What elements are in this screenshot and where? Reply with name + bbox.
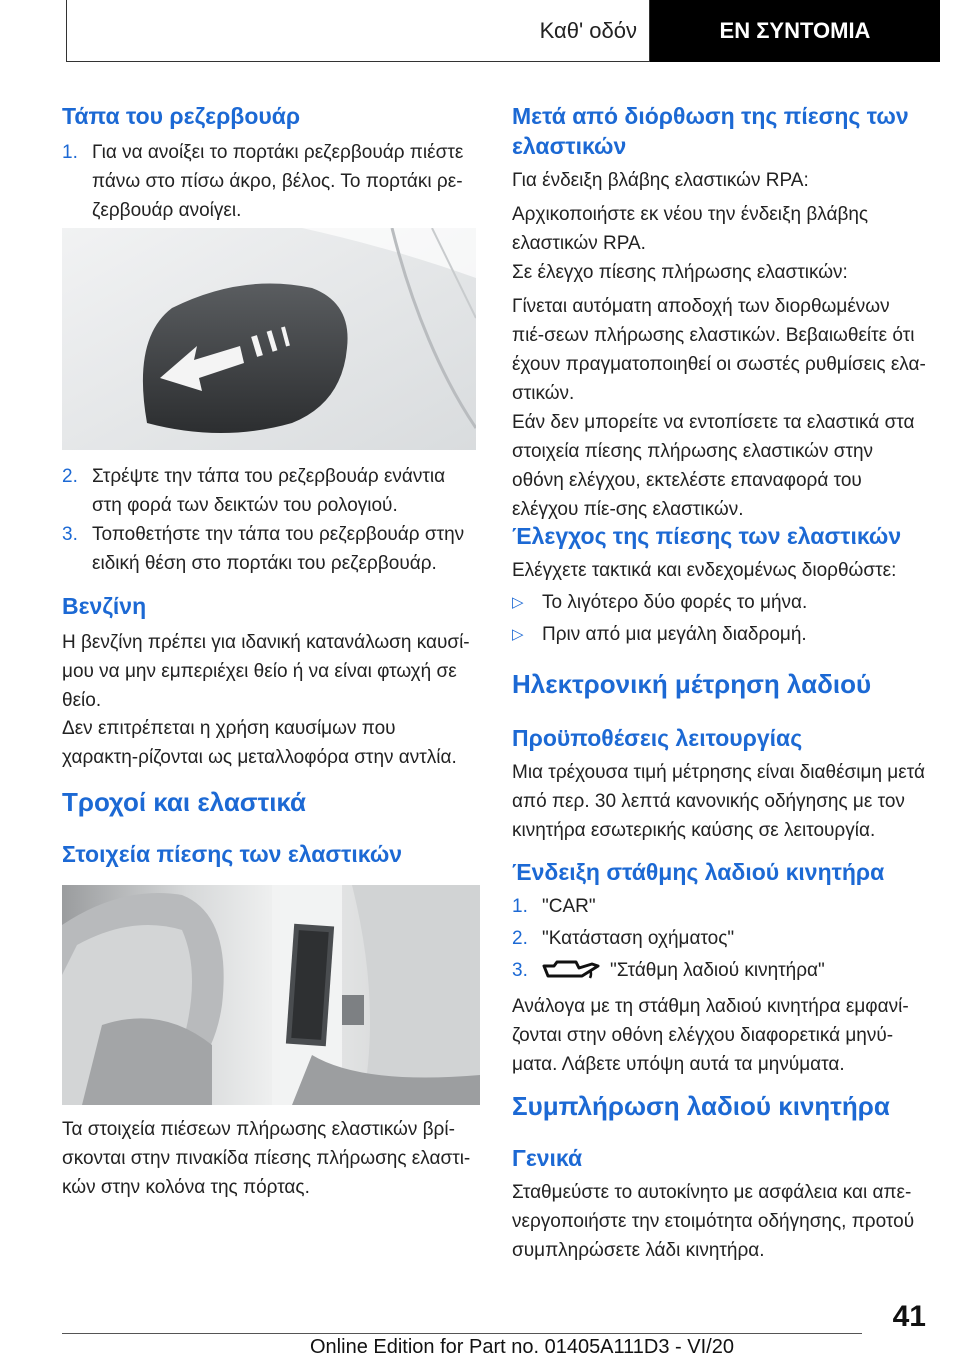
section-tab-on-the-road[interactable] [66,0,650,62]
tpm-paragraph: Εάν δεν μπορείτε να εντοπίσετε τα ελαστικά στα στοιχεία πίεσης πλήρωσης ελαστικών στην οθόνη ελέγχου, εκτελέστε επαναφορά του ελέγχου πίε‐σης ελαστικών. [512,412,915,520]
check-paragraph: Ελέγχετε τακτικά και ενδεχομένως διορθώστε: [512,560,897,581]
step-number: 2. [62,466,78,487]
rpa-paragraph: Αρχικοποιήστε εκ νέου την ένδειξη βλάβης ελαστικών RPA. [512,204,869,254]
tire-data-paragraph: Τα στοιχεία πιέσεων πλήρωσης ελαστικών βρί‐σκονται στην πινακίδα πίεσης πλήρωσης ελαστι‐κών στην κολόνα της πόρτας. [62,1119,471,1198]
heading-electronic-oil-measurement: Ηλεκτρονική μέτρηση λαδιού [512,669,872,699]
heading-oil-level-display: Ένδειξη στάθμης λαδιού κινητήρα [512,859,885,885]
prereq-paragraph: Μια τρέχουσα τιμή μέτρησης είναι διαθέσιμη μετά από περ. 30 λεπτά κανονικής οδήγησης με τον κινητήρα εσωτερικής καύσης σε λειτουργία. [512,762,925,841]
section-tab-label: ΕΝ ΣΥΝΤΟΜΙΑ [719,18,871,43]
fuel-paragraph: Δεν επιτρέπεται η χρήση καυσίμων που χαρακτη‐ρίζονται ως μεταλλοφόρα στην αντλία. [62,718,457,768]
edition-note: Online Edition for Part no. 01405A111D3 - VI/20 [310,1336,734,1358]
list-item [512,924,734,953]
car-status-icon [542,956,602,991]
step-text: "CAR" [542,896,596,917]
heading-wheels-tires: Τροχοί και ελαστικά [62,787,307,817]
section-tab-label: Καθ' οδόν [539,17,637,43]
list-item [512,588,807,617]
step-text: Για να ανοίξει το πορτάκι ρεζερβουάρ πιέστε πάνω στο πίσω άκρο, βέλος. Το πορτάκι ρε‐ζερβουάρ ανοίγει. [92,142,464,221]
step-number: 2. [512,928,528,949]
list-item [512,892,596,921]
step-number: 3. [512,960,528,981]
step-number: 1. [62,142,78,163]
step-text: Τοποθετήστε την τάπα του ρεζερβουάρ στην ειδική θέση στο πορτάκι του ρεζερβουάρ. [92,524,465,574]
step-text: "Στάθμη λαδιού κινητήρα" [610,960,825,981]
step-number: 1. [512,896,528,917]
heading-functional-requirements: Προϋποθέσεις λειτουργίας [512,725,803,751]
bullet-text: Το λιγότερο δύο φορές το μήνα. [542,592,808,613]
tpm-paragraph: Σε έλεγχο πίεσης πλήρωσης ελαστικών: [512,262,848,283]
list-item [512,620,807,649]
heading-general: Γενικά [512,1145,583,1171]
heading-topping-up-oil: Συμπλήρωση λαδιού κινητήρα [512,1091,890,1121]
triangle-bullet-icon: ▷ [512,594,524,611]
bullet-text: Πριν από μια μεγάλη διαδρομή. [542,624,807,645]
general-paragraph: Σταθμεύστε το αυτοκίνητο με ασφάλεια και απε‐νεργοποιήστε την ετοιμότητα οδήγησης, προτού συμπληρώσετε λάδι κινητήρα. [512,1182,915,1261]
list-item [62,138,480,225]
list-item [62,462,480,520]
list-item [62,520,480,578]
fuel-door-image [62,228,476,450]
heading-check-pressure: Έλεγχος της πίεσης των ελαστικών [512,523,902,549]
step-text: Στρέψτε την τάπα του ρεζερβουάρ ενάντια στη φορά των δεικτών του ρολογιού. [92,466,446,516]
footer-divider [62,1333,862,1334]
page-number: 41 [892,1300,926,1333]
list-item [512,956,825,991]
heading-fuel-cap: Τάπα του ρεζερβουάρ [62,103,301,129]
oil-level-paragraph: Ανάλογα με τη στάθμη λαδιού κινητήρα εμφανί‐ζονται στην οθόνη ελέγχου διαφορετικά μηνύ‐ματα. Λάβετε υπόψη αυτά τα μηνύματα. [512,996,909,1075]
step-number: 3. [62,524,78,545]
step-text: "Κατάσταση οχήματος" [542,928,735,949]
section-tab-quick-reference[interactable] [650,0,940,62]
heading-fuel: Βενζίνη [62,593,147,619]
tpm-paragraph: Γίνεται αυτόματη αποδοχή των διορθωμένων πιέ‐σεων πλήρωσης ελαστικών. Βεβαιωθείτε ότι έχουν πραγματοποιηθεί οι σωστές ρυθμίσεις ελα‐στικών. [512,296,926,404]
rpa-paragraph: Για ένδειξη βλάβης ελαστικών RPA: [512,170,809,191]
heading-after-correction: Μετά από διόρθωση της πίεσης των ελαστικών [512,103,909,159]
door-pillar-image [62,885,480,1105]
fuel-paragraph: Η βενζίνη πρέπει για ιδανική κατανάλωση καυσί‐μου να μην εμπεριέχει θείο ή να είναι φτωχή σε θείο. [62,632,470,711]
heading-tire-pressure-data: Στοιχεία πίεσης των ελαστικών [62,841,403,867]
triangle-bullet-icon: ▷ [512,626,524,643]
